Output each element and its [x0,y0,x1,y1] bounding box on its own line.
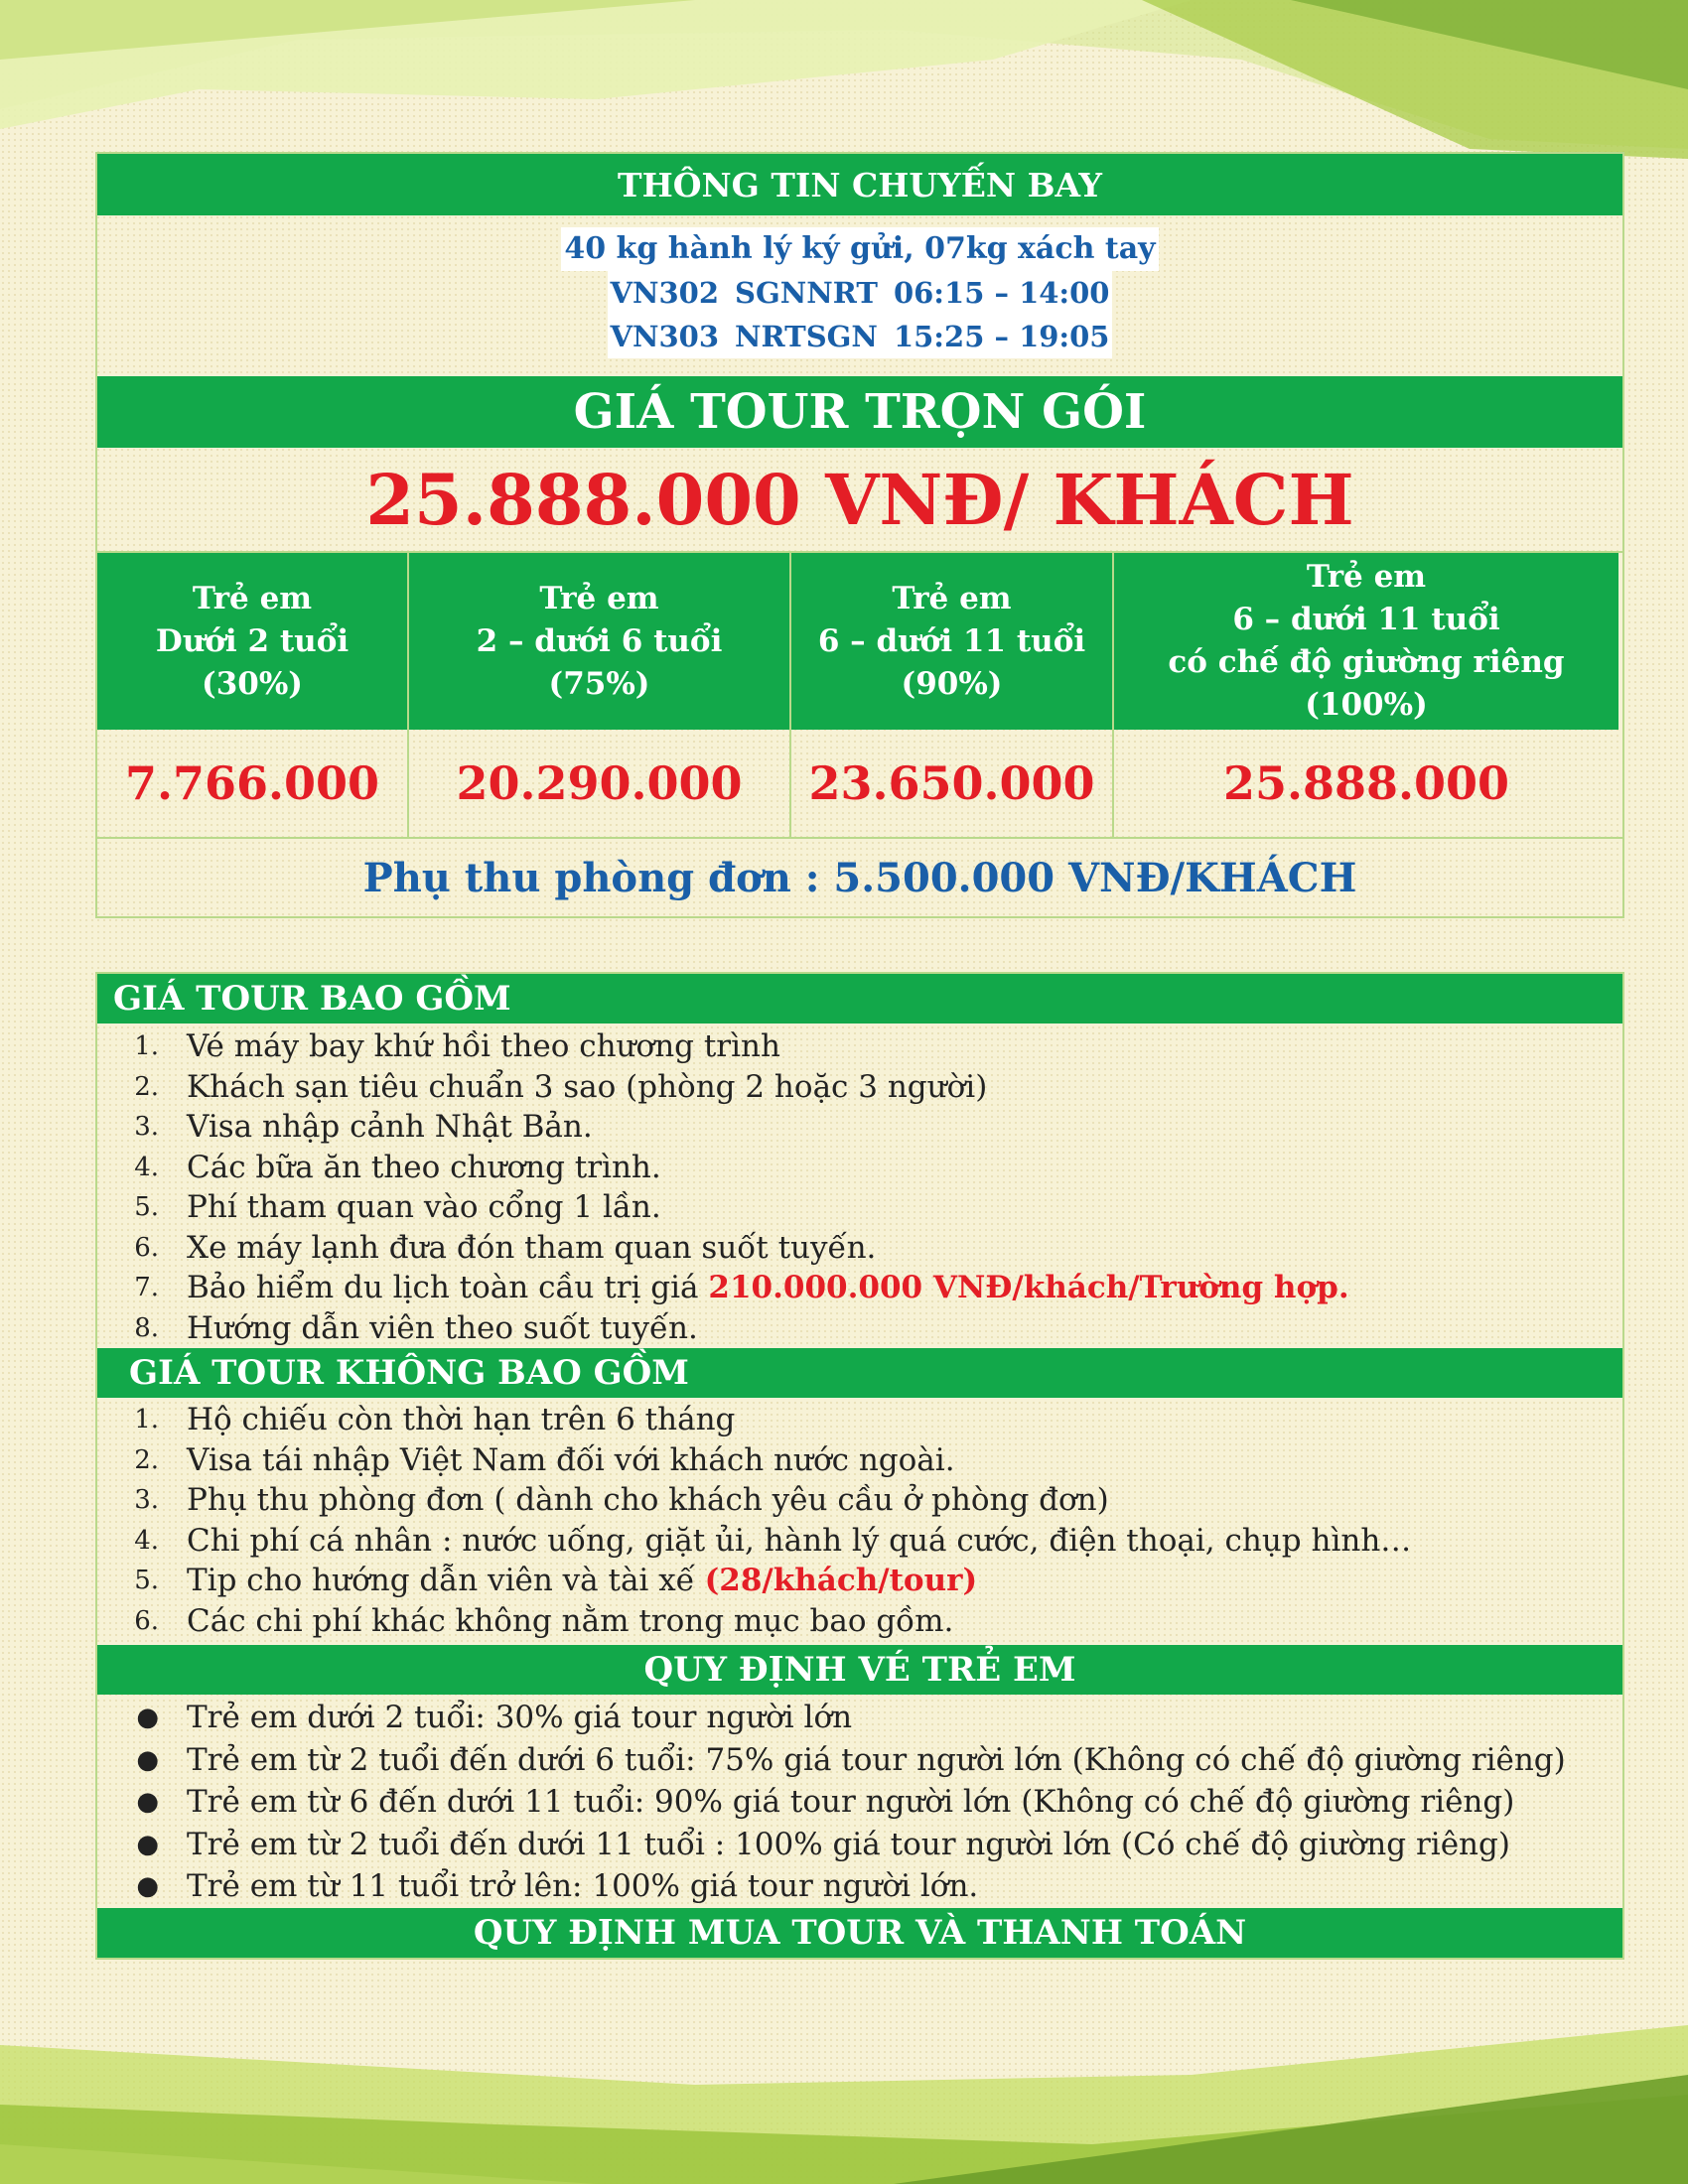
child-label: Trẻ em [892,580,1012,616]
list-item [97,1739,1622,1782]
item-text: Phụ thu phòng đơn ( dành cho khách yêu cầu ở phòng đơn) [187,1482,1109,1519]
flight-time: 06:15 – 14:00 [893,276,1110,310]
list-item [97,1228,1622,1269]
excluded-title: GIÁ TOUR KHÔNG BAO GỒM [97,1348,1622,1398]
item-text: Hướng dẫn viên theo suốt tuyến. [187,1309,698,1346]
item-text: Trẻ em từ 2 tuổi đến dưới 11 tuổi : 100% giá tour người lớn (Có chế độ giường riêng) [187,1826,1510,1862]
item-text: Các bữa ăn theo chương trình. [187,1149,661,1185]
child-age-range: Dưới 2 tuổi [155,622,350,659]
list-item [97,1824,1622,1866]
item-number: 8. [134,1312,159,1343]
tip-amount-highlight: (28/khách/tour) [704,1563,978,1599]
child-percent: (30%) [202,665,303,702]
child-bed-note: có chế độ giường riêng [1168,644,1565,680]
child-price-row [97,730,1622,839]
child-category-2-6 [409,553,791,730]
baggage-allowance: 40 kg hành lý ký gửi, 07kg xách tay [561,227,1158,271]
included-list [97,1024,1622,1348]
list-item [97,1521,1622,1562]
item-text: Trẻ em từ 2 tuổi đến dưới 6 tuổi: 75% giá tour người lớn (Không có chế độ giường riêng) [187,1741,1566,1778]
list-item [97,1697,1622,1739]
insurance-value-highlight: 210.000.000 VNĐ/khách/Trường hợp. [708,1270,1349,1306]
child-age-range: 2 – dưới 6 tuổi [476,622,723,659]
bullet-icon: ● [136,1703,159,1733]
item-text: Các chi phí khác không nằm trong mục bao gồm. [187,1602,954,1639]
child-percent: (75%) [548,665,650,702]
adult-price: 25.888.000 VNĐ/ KHÁCH [97,448,1622,553]
item-text: Hộ chiếu còn thời hạn trên 6 tháng [187,1402,736,1438]
child-price-2-6: 20.290.000 [409,730,791,837]
list-item [97,1561,1622,1601]
flight-time: 15:25 – 19:05 [893,320,1110,353]
item-text: Visa tái nhập Việt Nam đối với khách nước ngoài. [187,1441,955,1478]
item-text: Visa nhập cảnh Nhật Bản. [187,1109,593,1146]
child-price-under-2: 7.766.000 [97,730,409,837]
item-number: 6. [134,1605,159,1636]
item-number: 7. [134,1273,159,1303]
excluded-list [97,1398,1622,1645]
kids-policy-list [97,1695,1622,1908]
item-number: 6. [134,1232,159,1263]
child-price-6-11: 23.650.000 [791,730,1114,837]
included-title: GIÁ TOUR BAO GỒM [97,974,1622,1024]
item-number: 1. [134,1405,159,1435]
child-percent: (90%) [901,665,1003,702]
bullet-icon: ● [136,1787,159,1818]
single-room-surcharge: Phụ thu phòng đơn : 5.500.000 VNĐ/KHÁCH [362,854,1357,901]
item-text: Trẻ em dưới 2 tuổi: 30% giá tour người lớn [187,1700,853,1736]
list-item [97,1026,1622,1067]
child-age-range: 6 – dưới 11 tuổi [817,622,1086,659]
bullet-icon: ● [136,1744,159,1775]
list-item [97,1268,1622,1308]
item-text: Trẻ em từ 11 tuổi trở lên: 100% giá tour người lớn. [187,1868,979,1905]
item-text: Trẻ em từ 6 đến dưới 11 tuổi: 90% giá tour người lớn (Không có chế độ giường riêng) [187,1784,1515,1821]
item-number: 3. [134,1112,159,1143]
flight-leg-return [608,315,1113,358]
item-text-plain: Bảo hiểm du lịch toàn cầu trị giá [187,1270,709,1306]
bullet-icon: ● [136,1829,159,1859]
flight-code: VN303 [610,320,720,353]
item-text: Vé máy bay khứ hồi theo chương trình [187,1028,780,1065]
tour-package-title: GIÁ TOUR TRỌN GÓI [97,376,1622,448]
kids-policy-title: QUY ĐỊNH VÉ TRẺ EM [97,1645,1622,1695]
list-item [97,1107,1622,1148]
child-category-under-2 [97,553,409,730]
flight-route: NRTSGN [735,320,878,353]
item-text-plain: Tip cho hướng dẫn viên và tài xế [187,1563,705,1599]
item-number: 4. [134,1525,159,1556]
item-number: 1. [134,1031,159,1062]
flight-route: SGNNRT [735,276,878,310]
child-price-header-row [97,553,1622,730]
item-number: 5. [134,1192,159,1223]
list-item [97,1440,1622,1481]
tour-terms-panel [95,972,1624,1960]
item-text: Xe máy lạnh đưa đón tham quan suốt tuyến. [187,1229,877,1266]
payment-policy-title: QUY ĐỊNH MUA TOUR VÀ THANH TOÁN [97,1908,1622,1958]
list-item [97,1865,1622,1908]
flight-details [97,215,1622,376]
item-text [187,1270,1349,1305]
bullet-icon: ● [136,1871,159,1902]
list-item [97,1187,1622,1228]
item-text: Khách sạn tiêu chuẩn 3 sao (phòng 2 hoặc 3 người) [187,1068,988,1105]
flight-info-title: THÔNG TIN CHUYẾN BAY [97,154,1622,215]
child-category-6-11 [791,553,1114,730]
list-item [97,1148,1622,1188]
list-item [97,1480,1622,1521]
item-number: 5. [134,1566,159,1596]
item-number: 2. [134,1444,159,1475]
child-price-6-11-own-bed: 25.888.000 [1222,756,1510,810]
list-item [97,1400,1622,1440]
item-text [187,1563,977,1598]
item-number: 3. [134,1485,159,1516]
flight-leg-outbound [608,271,1113,315]
item-number: 4. [134,1152,159,1182]
list-item [97,1781,1622,1824]
item-text: Phí tham quan vào cổng 1 lần. [187,1189,661,1226]
item-text: Chi phí cá nhân : nước uống, giặt ủi, hành lý quá cước, điện thoại, chụp hình… [187,1522,1412,1559]
child-label: Trẻ em [192,580,313,616]
child-age-range: 6 – dưới 11 tuổi [1232,602,1500,637]
flight-price-panel [95,152,1624,918]
list-item [97,1308,1622,1349]
child-percent: (100%) [1305,687,1428,723]
list-item [97,1601,1622,1642]
item-number: 2. [134,1071,159,1102]
child-category-6-11-own-bed [1114,553,1618,730]
flight-code: VN302 [610,276,720,310]
child-label: Trẻ em [539,580,659,616]
list-item [97,1067,1622,1108]
child-label: Trẻ em [1306,559,1427,595]
